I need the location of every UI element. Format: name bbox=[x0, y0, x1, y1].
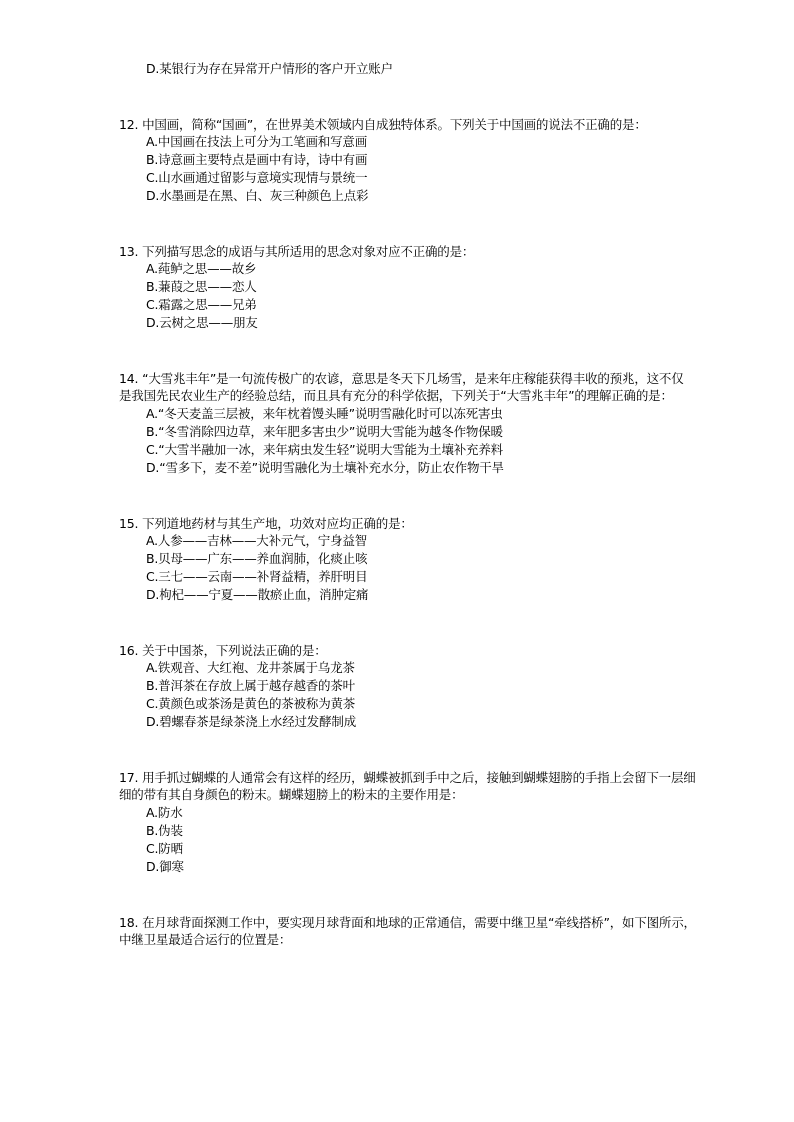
q13-option-d: D.云树之思——朋友 bbox=[146, 315, 258, 330]
q14-stem-line1 bbox=[119, 370, 684, 387]
q13-stem-text: 下列描写思念的成语与其所适用的思念对象对应不正确的是： bbox=[142, 244, 475, 259]
q17-stem-line1 bbox=[119, 769, 696, 786]
q13-option-c: C.霜露之思——兄弟 bbox=[146, 297, 257, 312]
q14-option-d: D.“雪多下，麦不差”说明雪融化为土壤补充水分，防止农作物干旱 bbox=[146, 460, 504, 475]
q16-option-c: C.黄颜色或茶汤是黄色的茶被称为黄茶 bbox=[146, 696, 356, 711]
q15-option-d: D.枸杞——宁夏——散瘀止血，消肿定痛 bbox=[146, 587, 369, 602]
q17-option-d: D.御寒 bbox=[146, 859, 184, 874]
q13-number: 13. bbox=[119, 244, 139, 259]
q12-option-b: B.诗意画主要特点是画中有诗，诗中有画 bbox=[146, 152, 368, 167]
q12-number: 12. bbox=[119, 117, 139, 132]
q16-option-b: B.普洱茶在存放上属于越存越香的茶叶 bbox=[146, 678, 355, 693]
q13-stem bbox=[119, 243, 474, 260]
q12-stem bbox=[119, 116, 647, 133]
q15-option-c: C.三七——云南——补肾益精，养肝明目 bbox=[146, 569, 368, 584]
q14-option-c: C.“大雪半融加一冰，来年病虫发生轻”说明大雪能为土壤补充养料 bbox=[146, 442, 503, 457]
q17-number: 17. bbox=[119, 770, 139, 785]
q14-stem-line2: 是我国先民农业生产的经验总结，而且具有充分的科学依据，下列关于“大雪兆丰年”的理解正确的是： bbox=[119, 388, 673, 403]
q13-option-b: B.蒹葭之思——恋人 bbox=[146, 279, 257, 294]
q16-stem bbox=[119, 642, 327, 659]
q18-stem-line1 bbox=[119, 914, 696, 931]
q18-number: 18. bbox=[119, 915, 139, 930]
q16-number: 16. bbox=[119, 643, 139, 658]
q14-number: 14. bbox=[119, 371, 139, 386]
q15-stem bbox=[119, 515, 413, 532]
q17-option-b: B.伪装 bbox=[146, 823, 183, 838]
q15-option-a: A.人参——吉林——大补元气，宁身益智 bbox=[146, 533, 368, 548]
q14-option-b: B.“冬雪消除四边草，来年肥多害虫少”说明大雪能为越冬作物保暖 bbox=[146, 424, 503, 439]
q14-stem-text-1: “大雪兆丰年”是一句流传极广的农谚，意思是冬天下几场雪，是来年庄稼能获得丰收的预兆，这不仅 bbox=[142, 371, 684, 386]
q15-number: 15. bbox=[119, 516, 139, 531]
q14-option-a: A.“冬天麦盖三层被，来年枕着馒头睡”说明雪融化时可以冻死害虫 bbox=[146, 406, 503, 421]
q17-option-c: C.防晒 bbox=[146, 841, 183, 856]
q11-option-d: D.某银行为存在异常开户情形的客户开立账户 bbox=[146, 61, 393, 76]
q17-stem-line2: 细的带有其自身颜色的粉末。蝴蝶翅膀上的粉末的主要作用是： bbox=[119, 787, 464, 802]
q15-option-b: B.贝母——广东——养血润肺，化痰止咳 bbox=[146, 551, 368, 566]
q17-stem-text-1: 用手抓过蝴蝶的人通常会有这样的经历，蝴蝶被抓到手中之后，接触到蝴蝶翅膀的手指上会留下一层细 bbox=[142, 770, 696, 785]
q12-option-a: A.中国画在技法上可分为工笔画和写意画 bbox=[146, 134, 368, 149]
q12-option-c: C.山水画通过留影与意境实现情与景统一 bbox=[146, 170, 368, 185]
q13-option-a: A.莼鲈之思——故乡 bbox=[146, 261, 257, 276]
q16-option-d: D.碧螺春茶是绿茶浇上水经过发酵制成 bbox=[146, 714, 356, 729]
q16-stem-text: 关于中国茶，下列说法正确的是： bbox=[142, 643, 327, 658]
q18-stem-text-1: 在月球背面探测工作中，要实现月球背面和地球的正常通信，需要中继卫星“牵线搭桥”，如下图所示， bbox=[142, 915, 696, 930]
q12-stem-text: 中国画，简称“国画”，在世界美术领域内自成独特体系。下列关于中国画的说法不正确的是： bbox=[142, 117, 647, 132]
q17-option-a: A.防水 bbox=[146, 805, 183, 820]
q16-option-a: A.铁观音、大红袍、龙井茶属于乌龙茶 bbox=[146, 660, 355, 675]
q18-stem-line2: 中继卫星最适合运行的位置是： bbox=[119, 932, 292, 947]
q15-stem-text: 下列道地药材与其生产地，功效对应均正确的是： bbox=[142, 516, 413, 531]
q12-option-d: D.水墨画是在黑、白、灰三种颜色上点彩 bbox=[146, 188, 369, 203]
